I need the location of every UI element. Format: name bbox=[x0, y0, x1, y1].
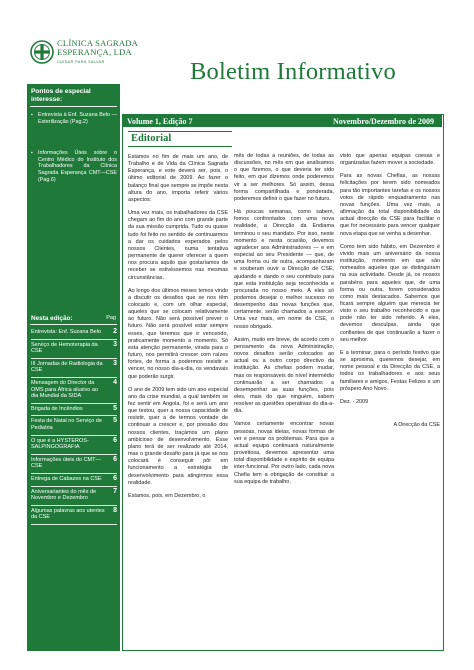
contents-item-page: 6 bbox=[113, 474, 117, 482]
contents-item[interactable] bbox=[31, 487, 117, 506]
contents-section bbox=[27, 312, 120, 525]
contents-header bbox=[27, 312, 120, 322]
paragraph: Assim, muito em breve, de acordo com o pensamento da nova Administração, novos desafios serão colocados ao actual ou a outro corpo directivo da instituição. As chefias podem mudar, mas os responsáveis do nível intermédio continuarão a ser chamados a desempenhar as suas funções, pois eles, mais do que ninguém, sabem resolver as questões operativas do dia-a-dia. bbox=[234, 336, 334, 415]
editorial-column-1 bbox=[128, 154, 228, 506]
contents-item-title: Algumas palavras aos utentes da CSE bbox=[31, 507, 105, 521]
contents-item-title: III Jornadas de Radiologia da CSE bbox=[31, 360, 103, 374]
bullet-icon: ▪ bbox=[31, 150, 33, 157]
contents-page-label: Pag bbox=[106, 315, 116, 321]
sidebar bbox=[27, 84, 120, 651]
contents-item-title: O que é a HYSTEROS-SALPINGOGRAFIA bbox=[31, 437, 89, 451]
point-text: Entrevista à Enf. Suzana Belo — Esterilização (Pag.2) bbox=[38, 112, 117, 125]
paragraph: Para as novas Chefias, as nossas felicitações por terem sido nomeados para tão importantes tarefas e os nossos votos de rápido enquadramento nas novas funções. Uma vez mais, a afirmação da total disponibilidade da actual direcção da CSE para facilitar o que for necessário para vencer qualquer nova etapa que se venha a desenhar. bbox=[340, 173, 440, 237]
editorial-column-3 bbox=[340, 153, 440, 429]
clinic-cross-icon bbox=[30, 40, 54, 64]
paragraph: mês de todas a reuniões, de todas as discussões, no mês em que analisamos o que fizemos, o que deveria ter sido feito, em que dizemos onde poderemos vir a ser melhores. Só assim, dessa forma compartilhada e ponderada, poderemos definir o que fazer no futuro. bbox=[234, 153, 334, 202]
contents-item[interactable] bbox=[31, 404, 117, 417]
contents-item-title: Festa de Natal no Serviço de Pediatria bbox=[31, 418, 102, 431]
contents-item-title: Entrega de Cabazes na CSE bbox=[31, 475, 102, 482]
clinic-name: CLÍNICA SAGRADA ESPERANÇA, LDA bbox=[57, 38, 138, 57]
contents-item[interactable] bbox=[31, 416, 117, 435]
contents-item[interactable] bbox=[31, 455, 117, 474]
special-interest-points bbox=[27, 84, 120, 284]
contents-item[interactable] bbox=[31, 506, 117, 525]
main-content bbox=[122, 114, 444, 651]
contents-list bbox=[27, 327, 120, 525]
paragraph: visto que apenas equipas coesas e organizadas fazem mover a sociedade. bbox=[340, 153, 440, 167]
contents-item[interactable] bbox=[31, 327, 117, 340]
editorial-date: Dez. - 2009 bbox=[340, 398, 369, 405]
contents-item-page: 4 bbox=[113, 378, 117, 386]
contents-item-title: Entrevista: Enf. Suzana Belo bbox=[31, 329, 102, 335]
divider bbox=[30, 106, 117, 107]
contents-item[interactable] bbox=[31, 340, 117, 359]
paragraph: Estamos, pois, em Dezembro, o bbox=[128, 492, 206, 499]
paragraph: Ao longo dos últimos meses temos vindo a discutir os desafios que se nos têm colocado e, com um olhar especial, aqueles que se colocam relativamente ao futuro. Não será possível prever o futuro. Não será possível estar sempre esses, que teremos que ir vencendo, praticamente momento a momento. Só esta atenção permanente, virada para o futuro, nos permitirá crescer com raízes fortes, de forma a podermos resistir e vencer, no nosso dia-a-dia, os vendavais que poderão surgir. bbox=[128, 287, 228, 380]
contents-item[interactable] bbox=[31, 436, 117, 455]
newsletter-title: Boletim Informativo bbox=[190, 58, 396, 85]
editorial-heading: Editorial bbox=[128, 131, 232, 147]
contents-item[interactable] bbox=[31, 359, 117, 378]
paragraph: Vamos certamente encontrar novas pessoas, novas ideias, novas formas de ver e pensar os problemas. Para que a actual equipa continuará naturalmente proveitosa, devemos apresentar uma total disponibilidade e espírito de equipa inter-funcional. Por outro lado, cada nova Chefia tem a obrigação de constituir a sua equipa de trabalho, bbox=[234, 421, 334, 485]
contents-item-title: Mensagem do Director da OMS para África alusivo ao dia Mundial da SIDA bbox=[31, 379, 98, 400]
editorial-signature: A Direcção da CSE bbox=[393, 422, 440, 428]
contents-item-page: 6 bbox=[113, 436, 117, 444]
paragraph: Como tem sido hábito, em Dezembro é vivido mais um aniversário da nossa instituição, momento em que são nomeados aqueles que se distinguiram na sua actividade. Desde já, os nossos parabéns para aqueles que, de uma forma ou outra, forem considerados como mais destacados. Sabemos que ficará sempre alguém que merecia ter visto o seu trabalho reconhecido e que pode não ter sido referido. A eles, devemos desculpas, ainda que confiantes de que continuarão a fazer o seu melhor. bbox=[340, 243, 440, 343]
contents-item-page: 2 bbox=[113, 328, 117, 335]
paragraph: Uma vez mais, os trabalhadores da CSE chegam ao fim do ano com grande parte da sua missão cumprida. Tudo ou quase tudo foi feito no sentido de continuarmos a dar os cuidados esperados pelos nossos Clientes, numa tentativa permanente de querer oferecer a quem nos procura aquilo que gostaríamos de receber se estivéssemos nas mesmas circunstâncias. bbox=[128, 210, 228, 281]
contents-item-page: 3 bbox=[113, 359, 117, 367]
contents-item-page: 8 bbox=[113, 506, 117, 514]
point-item bbox=[27, 109, 120, 125]
contents-item-title: Informações úteis do CMT—CSE bbox=[31, 456, 101, 470]
clinic-tagline: CUIDAR PARA SALVAR bbox=[57, 60, 105, 64]
contents-item[interactable] bbox=[31, 474, 117, 487]
bullet-icon: ▪ bbox=[31, 112, 33, 118]
issue-period: Novembro/Dezembro de 2009 bbox=[332, 116, 434, 126]
clinic-logo[interactable] bbox=[30, 38, 180, 72]
paragraph: O ano de 2009 tem sido um ano especial ano da crise mundial, a qual também se fez sentir em Angola, foi e será um ano que testou, quer a nossa capacidade de resistir, quer a de termos vontade de continuar a crescer e, por pressão dos nossos clientes, traçámos um plano ambicioso de desenvolvimento. Esse plano terá de ser realizado até 2014, mas o grande desafio para já que se nos colocará é conseguir pôr em funcionamento a estratégia de desenvolvimento para atingirmos essa realidade. bbox=[128, 386, 228, 486]
contents-item-page: 3 bbox=[113, 340, 117, 348]
edition-label: Volume 1, Edição 7 bbox=[127, 116, 193, 126]
point-item bbox=[27, 147, 120, 183]
divider bbox=[30, 324, 117, 325]
contents-item-title: Serviço de Hemoterapia da CSE bbox=[31, 341, 98, 355]
contents-item-title: Brigada de Incêndios bbox=[31, 405, 83, 412]
contents-heading: Nesta edição: bbox=[31, 315, 73, 322]
points-heading: Pontos de especial interesse: bbox=[31, 88, 91, 103]
issue-bar bbox=[123, 115, 442, 127]
contents-item-page: 7 bbox=[113, 487, 117, 495]
paragraph: Há poucas semanas, como sabem, fomos confrontados com uma nova realidade, a Direcção da Endiama terminou o seu mandato. Por isso, neste momento e nesta ocasião, devemos agradecer aos Administradores — e em especial ao seu Presidente — que, de uma forma ou de outra, acompanharam e souberam ouvir a Direcção de CSE, ajudando e dando o seu contributo para que esta instituição seja reconhecida e procurada no nosso meio. A eles só podemos desejar o melhor sucesso no desempenho das novas funções que, certamente, serão chamados a exercer. Uma vez mais, em nome de CSE, o nosso obrigado. bbox=[234, 209, 334, 330]
paragraph: E a terminar, para o período festivo que se aproxima, queremos desejar, em nome pessoal e da Direcção da CSE, a todos os trabalhadores e aos seus familiares e amigos, Festas Felizes e um próspero Ano Novo. bbox=[340, 349, 440, 392]
point-text: Informações Úteis sobre o Centro Médico do Instituto dos Trabalhadores da Clínica Sagrada Esperança CMT—CSE (Pag.6) bbox=[38, 150, 117, 183]
contents-item-page: 5 bbox=[113, 417, 117, 425]
paragraph: Estamos no fim de mais um ano, de Trabalho e de Vida da Clínica Sagrada Esperança, e este deverá ser, pois, o último editorial de 2009. Ao fazer o balanço final que sempre se impõe nesta altura do ano, importa referir vários aspectos: bbox=[128, 154, 228, 203]
contents-item-page: 5 bbox=[113, 404, 117, 412]
contents-item-title: Aniversariantes do mês de Novembro e Dezembro bbox=[31, 488, 97, 502]
editorial-column-2 bbox=[234, 153, 334, 492]
contents-item-page: 6 bbox=[113, 455, 117, 463]
contents-item[interactable] bbox=[31, 378, 117, 404]
